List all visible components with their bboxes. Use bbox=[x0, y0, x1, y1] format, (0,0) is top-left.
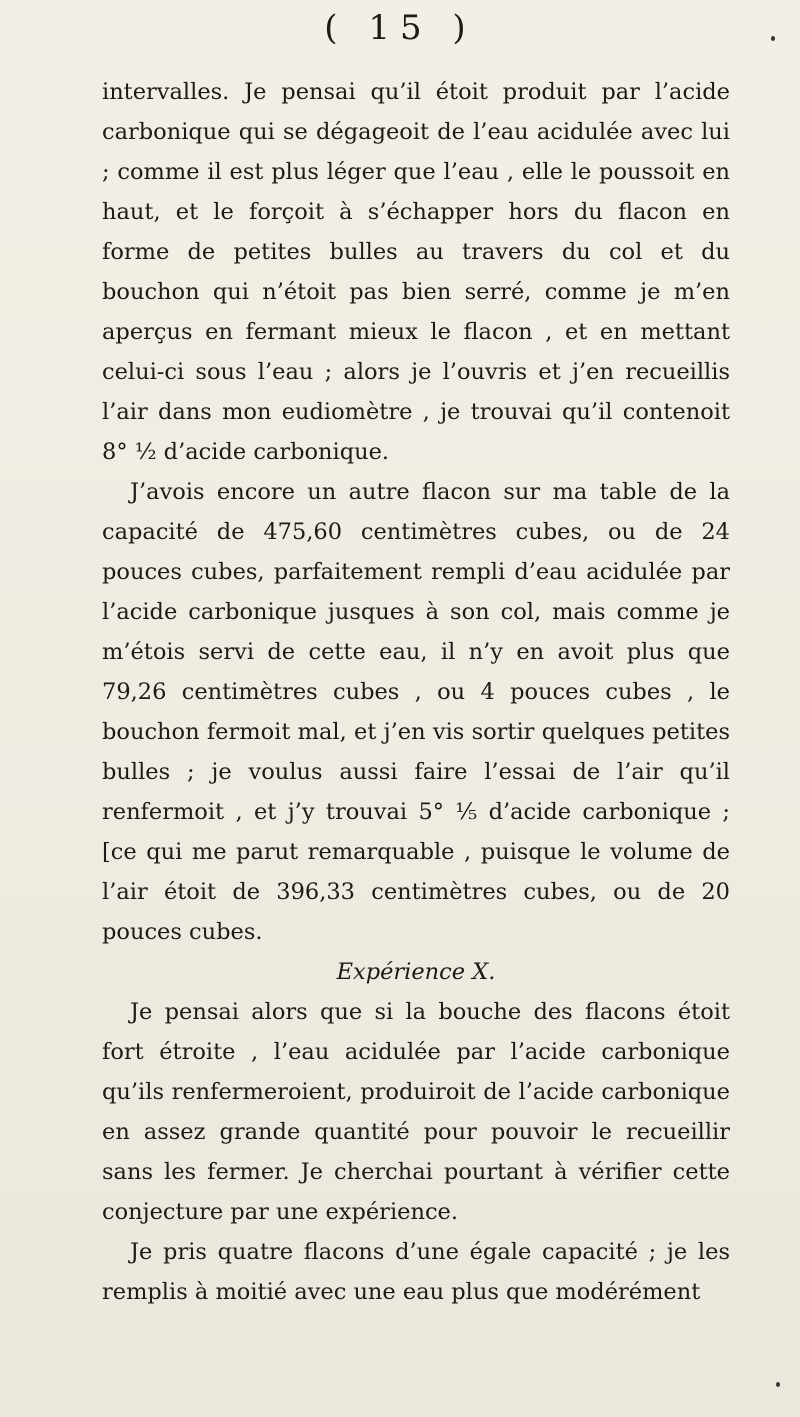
page-body bbox=[102, 72, 730, 1312]
paragraph-four-flasks: Je pris quatre flacons d’une égale capacité ; je les remplis à moitié avec une eau plus que modérément bbox=[102, 1239, 730, 1305]
page-number: ( 15 ) bbox=[324, 8, 476, 48]
speck-mark bbox=[771, 36, 775, 41]
speck-mark bbox=[776, 1382, 780, 1387]
paragraph-second-flask: J’avois encore un autre flacon sur ma table de la capacité de 475,60 centimètres cubes, ou de 24 pouces cubes, parfaitement rempli d’eau acidulée par l’acide carbonique jusques à son col, mais comme je m’étois servi de cette eau, il n’y en avoit plus que 79,26 centimètres cubes , ou 4 pouces cubes , le bouchon fermoit mal, et j’en vis sortir quelques petites bulles ; je voulus aussi faire l’essai de l’air qu’il renfermoit , et j’y trouvai 5° ⅕ d’acide carbonique ; [ce qui me parut remarquable , puisque le volume de l’air étoit de 396,33 centimètres cubes, ou de 20 pouces cubes. bbox=[102, 479, 730, 945]
section-heading: Expérience X. bbox=[336, 959, 496, 985]
paragraph-conjecture: Je pensai alors que si la bouche des flacons étoit fort étroite , l’eau acidulée par l’acide carbonique qu’ils renfermeroient, produiroit de l’acide carbonique en assez grande quantité pour pouvoir le recueillir sans les fermer. Je cherchai pourtant à vérifier cette conjecture par une expérience. bbox=[102, 999, 730, 1225]
paragraph-continuation: intervalles. Je pensai qu’il étoit produit par l’acide carbonique qui se dégageoit de l’eau acidulée avec lui ; comme il est plus léger que l’eau , elle le poussoit en haut, et le forçoit à s’échapper hors du flacon en forme de petites bulles au travers du col et du bouchon qui n’étoit pas bien serré, comme je m’en aperçus en fermant mieux le flacon , et en mettant celui-ci sous l’eau ; alors je l’ouvris et j’en recueillis l’air dans mon eudiomètre , je trouvai qu’il contenoit 8° ½ d’acide carbonique. bbox=[102, 79, 730, 465]
